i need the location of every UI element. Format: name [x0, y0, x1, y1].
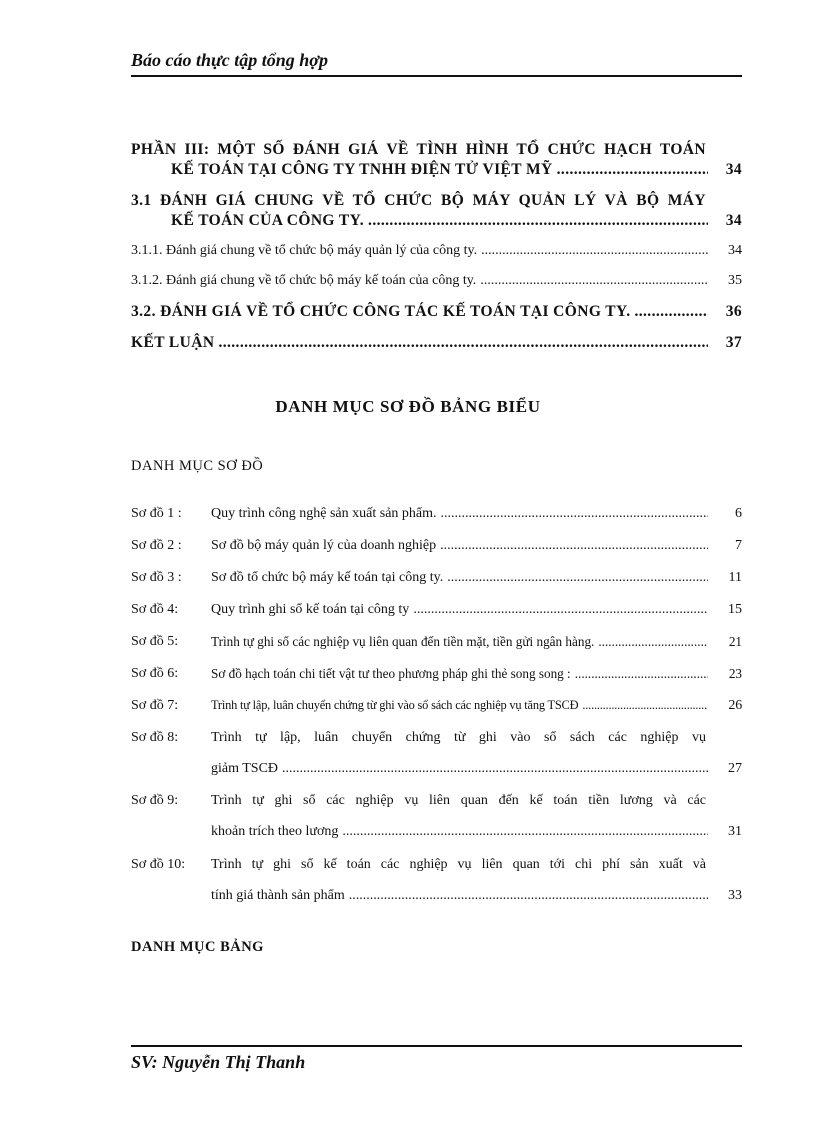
diagram-title: Trình tự ghi sổ kế toán các nghiệp vụ liên quan tới chi phí sản xuất và — [211, 857, 706, 872]
diagram-title-cont: khoản trích theo lương — [211, 824, 339, 839]
diagram-title: Sơ đồ bộ máy quản lý của doanh nghiệp — [211, 538, 437, 553]
page-number: 35 — [728, 273, 742, 288]
toc-entry-3-1-1[interactable] — [131, 243, 742, 259]
page-number: 21 — [728, 634, 742, 649]
diagram-label: Sơ đồ 8: — [131, 730, 179, 745]
toc-entry-3-1[interactable] — [131, 192, 742, 230]
diagram-entry[interactable] — [131, 857, 742, 919]
dot-leader — [481, 243, 708, 259]
dot-leader — [218, 334, 708, 352]
diagram-title-cont: tính giá thành sản phẩm — [211, 888, 345, 903]
diagram-title: Quy trình công nghệ sản xuất sản phẩm. — [211, 506, 437, 521]
diagram-title: Quy trình ghi sổ kế toán tại công ty — [211, 602, 410, 617]
diagram-entry[interactable] — [131, 793, 742, 855]
diagram-entry[interactable] — [131, 602, 742, 633]
diagram-label: Sơ đồ 4: — [131, 602, 179, 617]
dot-leader — [441, 506, 708, 522]
diagram-title: Sơ đồ hạch toán chi tiết vật tư theo phương pháp ghi thẻ song song : — [211, 666, 571, 681]
diagram-entry[interactable] — [131, 634, 742, 665]
toc-entry-3-2[interactable] — [131, 303, 742, 321]
page-number: 6 — [735, 506, 742, 521]
diagram-entry[interactable] — [131, 570, 742, 601]
toc-entry-3-1-2[interactable] — [131, 273, 742, 289]
page-number: 11 — [728, 570, 742, 585]
toc-entry-text: KẾT LUẬN — [131, 334, 215, 351]
diagram-entry[interactable] — [131, 698, 742, 729]
page-number: 33 — [728, 888, 742, 903]
diagram-label: Sơ đồ 3 : — [131, 570, 182, 585]
page-number: 27 — [728, 761, 742, 776]
diagram-entry[interactable] — [131, 666, 742, 697]
dot-leader — [349, 888, 708, 904]
toc-entry-text: 3.2. ĐÁNH GIÁ VỀ TỔ CHỨC CÔNG TÁC KẾ TOÁN TẠI CÔNG TY. — [131, 303, 631, 320]
diagram-title-cont: giảm TSCĐ — [211, 761, 279, 776]
page-number: 23 — [728, 666, 742, 681]
diagram-label: Sơ đồ 10: — [131, 857, 186, 872]
diagram-title: Trình tự lập, luân chuyển chứng từ ghi vào sổ sách các nghiệp vụ — [211, 730, 706, 745]
diagram-entry[interactable] — [131, 538, 742, 569]
dot-leader — [413, 602, 708, 618]
section-title: DANH MỤC SƠ ĐỒ BẢNG BIỂU — [275, 397, 541, 416]
page-number: 31 — [728, 824, 742, 839]
dot-leader — [447, 570, 708, 586]
toc-entry-part-3[interactable] — [131, 141, 742, 179]
diagram-label: Sơ đồ 6: — [131, 666, 179, 681]
page-footer — [131, 1045, 742, 1073]
footer-student: SV: Nguyễn Thị Thanh — [131, 1052, 306, 1072]
diagram-label: Sơ đồ 7: — [131, 698, 179, 713]
diagram-label: Sơ đồ 9: — [131, 793, 179, 808]
dot-leader — [440, 538, 708, 554]
page-number: 37 — [725, 334, 742, 351]
tables-heading: DANH MỤC BẢNG — [131, 939, 264, 955]
page-number: 34 — [725, 212, 742, 229]
diagrams-heading: DANH MỤC SƠ ĐỒ — [131, 458, 264, 474]
dot-leader — [282, 761, 708, 777]
toc-entry-line: KẾ TOÁN TẠI CÔNG TY TNHH ĐIỆN TỬ VIỆT MỸ — [171, 161, 553, 178]
diagram-title: Trình tự ghi sổ các nghiệp vụ liên quan đến kế toán tiền lương và các — [211, 793, 706, 808]
diagram-title: Sơ đồ tổ chức bộ máy kế toán tại công ty. — [211, 570, 444, 585]
header-title: Báo cáo thực tập tổng hợp — [131, 50, 328, 70]
diagram-entry[interactable] — [131, 730, 742, 792]
diagram-label: Sơ đồ 2 : — [131, 538, 182, 553]
dot-leader — [575, 666, 708, 682]
dot-leader — [480, 273, 708, 289]
dot-leader — [557, 161, 708, 179]
diagram-title: Trình tự lập, luân chuyển chứng từ ghi vào sổ sách các nghiệp vụ tăng TSCĐ — [211, 698, 579, 712]
dot-leader — [582, 698, 708, 713]
diagram-title: Trình tự ghi sổ các nghiệp vụ liên quan đến tiền mặt, tiền gửi ngân hàng. — [211, 634, 595, 649]
dot-leader — [634, 303, 708, 321]
diagram-entry[interactable] — [131, 506, 742, 537]
page-number: 34 — [728, 243, 742, 258]
page-number: 15 — [728, 602, 742, 617]
page-number: 36 — [725, 303, 742, 320]
page-number: 26 — [728, 698, 742, 713]
toc-entry-conclusion[interactable] — [131, 334, 742, 352]
dot-leader — [342, 824, 708, 840]
page-header — [131, 50, 742, 77]
diagram-label: Sơ đồ 1 : — [131, 506, 182, 521]
diagram-label: Sơ đồ 5: — [131, 634, 179, 649]
dot-leader — [368, 212, 708, 230]
toc-entry-text: 3.1.2. Đánh giá chung về tổ chức bộ máy kế toán của công ty. — [131, 273, 477, 288]
page-number: 7 — [735, 538, 742, 553]
page-number: 34 — [725, 161, 742, 178]
toc-entry-line: 3.1 ĐÁNH GIÁ CHUNG VỀ TỔ CHỨC BỘ MÁY QUẢN LÝ VÀ BỘ MÁY — [131, 192, 706, 209]
toc-entry-line: KẾ TOÁN CỦA CÔNG TY. — [171, 212, 365, 229]
dot-leader — [598, 634, 708, 650]
toc-entry-text: 3.1.1. Đánh giá chung về tổ chức bộ máy quản lý của công ty. — [131, 243, 478, 258]
toc-entry-line: PHẦN III: MỘT SỐ ĐÁNH GIÁ VỀ TÌNH HÌNH TỔ CHỨC HẠCH TOÁN — [131, 141, 706, 158]
